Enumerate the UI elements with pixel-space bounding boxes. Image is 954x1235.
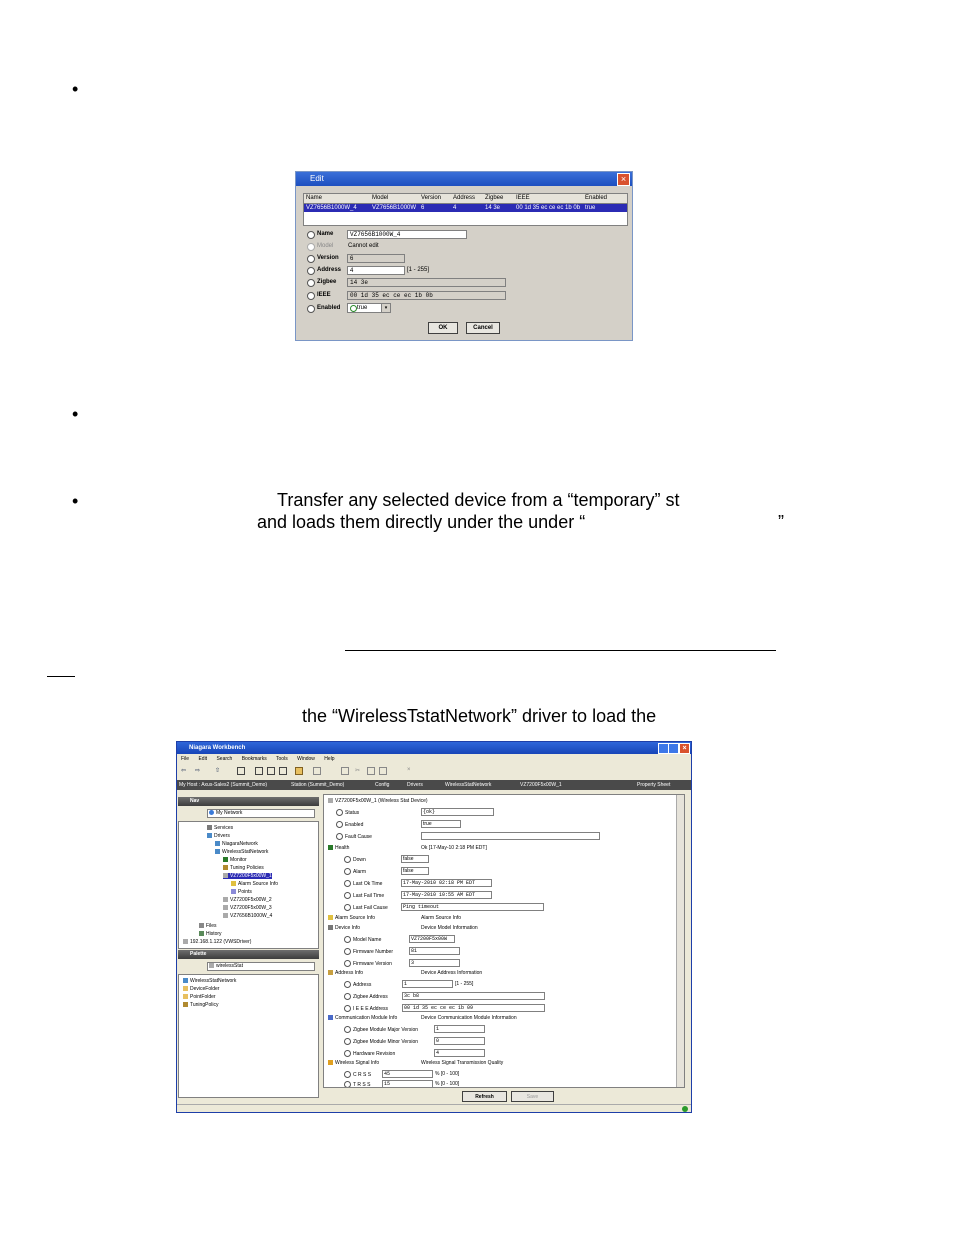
address-label: Address	[317, 267, 342, 273]
short-underline-rule	[47, 676, 75, 677]
network-icon	[215, 841, 220, 846]
module-icon	[328, 1015, 333, 1020]
slot-icon	[344, 1038, 351, 1045]
address-field[interactable]: 4	[347, 266, 405, 275]
fw-number-value: 81	[409, 947, 460, 955]
comm-desc: Device Communication Module Information	[421, 1015, 517, 1021]
col-enabled[interactable]: Enabled	[585, 195, 608, 201]
zigbee-major-value: 1	[434, 1025, 485, 1033]
para3-line2-close-quote: ”	[778, 512, 784, 532]
fw-version-value: 3	[409, 959, 460, 967]
palette-title: Palette	[190, 951, 207, 957]
bell-icon	[328, 915, 333, 920]
palette-item-pointfolder[interactable]: PointFolder	[183, 994, 216, 1000]
zigbee-field[interactable]: 14 3e	[347, 278, 506, 287]
palette-item-network[interactable]: WirelessStatNetwork	[183, 978, 236, 984]
nav-select-value: My Network	[216, 810, 243, 816]
files-icon	[199, 923, 204, 928]
view-selector[interactable]: Property Sheet	[637, 782, 671, 788]
delete-icon[interactable]: ×	[407, 767, 411, 773]
prop-alarm-source: Alarm Source Info	[328, 915, 375, 921]
enabled-select[interactable]: true	[421, 820, 461, 828]
close-button[interactable]: ×	[617, 173, 630, 186]
slot-icon	[344, 936, 351, 943]
prop-health: Health	[328, 845, 349, 851]
address-radio[interactable]	[307, 267, 315, 275]
prop-ieee: I E E E Address	[344, 1005, 388, 1012]
network-icon	[215, 849, 220, 854]
prop-down: Down	[344, 856, 366, 863]
paste-icon[interactable]	[379, 767, 387, 775]
workbench-titlebar	[177, 742, 691, 754]
menu-help[interactable]: Help	[324, 756, 335, 762]
palette-select[interactable]: wirelessStat	[207, 962, 315, 971]
version-radio[interactable]	[307, 255, 315, 263]
ok-button[interactable]: OK	[428, 322, 458, 334]
tree-files[interactable]: Files	[199, 923, 217, 929]
last-ok-value: 17-May-2010 02:18 PM EDT	[401, 879, 492, 887]
prop-device-info: Device Info	[328, 925, 360, 931]
slot-icon	[344, 904, 351, 911]
status-value[interactable]: {ok}	[421, 808, 494, 816]
slot-icon	[336, 821, 343, 828]
cell-name: VZ7656B1000W_4	[306, 205, 357, 211]
save-all-icon[interactable]	[341, 767, 349, 775]
down-value: false	[401, 855, 429, 863]
col-ieee[interactable]: IEEE	[516, 195, 530, 201]
tree-niagara-network[interactable]: NiagaraNetwork	[215, 841, 258, 847]
enabled-select[interactable]	[347, 303, 391, 313]
ieee-field[interactable]: 00 1d 35 ec ce ec 1b 0b	[347, 291, 506, 300]
tree-device-1[interactable]: VZ7200F5x00W_1	[223, 873, 272, 879]
tree-device-4[interactable]: VZ7656B1000W_4	[223, 913, 272, 919]
zigbee-radio[interactable]	[307, 279, 315, 287]
tree-monitor[interactable]: Monitor	[223, 857, 247, 863]
property-sheet	[323, 794, 685, 1088]
menu-edit[interactable]: Edit	[198, 756, 208, 762]
locator-bar	[177, 780, 691, 790]
enabled-radio[interactable]	[307, 305, 315, 313]
col-version[interactable]: Version	[421, 195, 442, 201]
slot-icon	[344, 1005, 351, 1012]
prop-hw-revision: Hardware Revision	[344, 1050, 395, 1057]
property-scrollbar[interactable]	[676, 795, 684, 1087]
para3-line1: Transfer any selected device from a “temporary” st	[277, 490, 680, 510]
nav-tree	[178, 821, 319, 949]
underline-rule	[345, 650, 776, 651]
save-icon[interactable]	[313, 767, 321, 775]
module-icon	[209, 963, 214, 968]
edit-dialog-titlebar	[296, 172, 632, 186]
sheet-title: VZ7200F5x00W_1 (Wireless Stat Device)	[328, 798, 428, 804]
address-range: [1 - 255]	[407, 267, 430, 273]
folder-icon	[183, 994, 188, 999]
prop-zigbee-minor: Zigbee Module Minor Version	[344, 1038, 418, 1045]
palette-list	[178, 974, 319, 1098]
prop-model-name: Model Name	[344, 936, 381, 943]
forward-icon[interactable]: ⇨	[195, 768, 201, 774]
tree-tuning[interactable]: Tuning Policies	[223, 865, 264, 871]
name-radio[interactable]	[307, 231, 315, 239]
model-label: Model	[317, 243, 334, 249]
nav-header	[178, 797, 319, 806]
prop-alarm: Alarm	[344, 868, 366, 875]
health-value: Ok [17-May-10 2:18 PM EDT]	[421, 845, 487, 851]
table-row[interactable]	[304, 204, 627, 212]
ieee-label: IEEE	[317, 292, 331, 298]
model-name-value: VZ7200F5x00W	[409, 935, 455, 943]
tree-drivers[interactable]: Drivers	[207, 833, 230, 839]
model-value: Cannot edit	[348, 243, 379, 249]
save-button[interactable]: Save	[511, 1091, 554, 1102]
cancel-button[interactable]: Cancel	[466, 322, 500, 334]
trss-value: 15	[382, 1080, 433, 1088]
col-zigbee[interactable]: Zigbee	[485, 195, 504, 201]
refresh-button[interactable]: Refresh	[462, 1091, 507, 1102]
tree-services[interactable]: Services	[207, 825, 233, 831]
breadcrumb-config[interactable]: Config	[375, 782, 390, 788]
menu-search[interactable]: Search	[216, 756, 233, 762]
tree-device-3[interactable]: VZ7200F5x00W_3	[223, 905, 272, 911]
trss-range: % [0 - 100]	[435, 1081, 460, 1087]
prop-fw-number: Firmware Number	[344, 948, 393, 955]
device-icon	[328, 798, 333, 803]
find-icon[interactable]	[279, 767, 287, 775]
prop-address-info: Address Info	[328, 970, 363, 976]
table-header	[304, 194, 627, 204]
zigbee-value: 3c b8	[402, 992, 545, 1000]
slot-icon	[344, 993, 351, 1000]
address-icon	[328, 970, 333, 975]
nav-select[interactable]	[207, 809, 315, 818]
tree-host-ip[interactable]: 192.168.1.122 (VWSDriver)	[183, 939, 251, 945]
breadcrumb-network[interactable]: WirelessStatNetwork	[445, 782, 492, 788]
network-icon	[183, 978, 188, 983]
palette-header	[178, 950, 319, 959]
chevron-down-icon[interactable]: ▾	[381, 304, 390, 312]
col-name[interactable]: Name	[306, 195, 323, 201]
slot-icon	[344, 880, 351, 887]
col-address[interactable]: Address	[453, 195, 476, 201]
breadcrumb-station[interactable]: Station (Summit_Demo)	[291, 782, 345, 788]
info-icon	[328, 925, 333, 930]
prop-trss: T R S S	[344, 1081, 370, 1088]
breadcrumb-host[interactable]: My Host : Axus-Sales2 (Summit_Demo)	[179, 782, 268, 788]
slot-icon	[344, 981, 351, 988]
tree-history[interactable]: History	[199, 931, 222, 937]
version-field[interactable]: 6	[347, 254, 405, 263]
device-icon	[223, 905, 228, 910]
slot-icon	[344, 1071, 351, 1078]
side-bar-icon[interactable]	[237, 767, 245, 775]
folder-icon	[183, 986, 188, 991]
tree-alarm-source[interactable]: Alarm Source Info	[231, 881, 278, 887]
close-icon[interactable]: ×	[679, 743, 690, 754]
name-label: Name	[317, 231, 334, 237]
bullet-3: •	[72, 491, 79, 511]
slot-icon	[344, 948, 351, 955]
health-icon	[328, 845, 333, 850]
version-label: Version	[317, 255, 339, 261]
slot-icon	[336, 833, 343, 840]
menu-file[interactable]: File	[181, 756, 190, 762]
nav-title: Nav	[190, 798, 200, 804]
palette-item-devicefolder[interactable]: DeviceFolder	[183, 986, 219, 992]
enabled-value: true	[357, 305, 368, 311]
cell-ieee: 00 1d 35 ec ce ec 1b 0b	[516, 205, 581, 211]
zigbee-minor-value: 0	[434, 1037, 485, 1045]
history-icon	[199, 931, 204, 936]
prop-last-fail-cause: Last Fail Cause	[344, 904, 388, 911]
workbench-title: Niagara Workbench	[189, 745, 246, 751]
model-radio	[307, 243, 315, 251]
ieee-value: 00 1d 35 ec ce ec 1b 09	[402, 1004, 545, 1012]
signal-icon	[328, 1060, 333, 1065]
breadcrumb-drivers[interactable]: Drivers	[407, 782, 423, 788]
prop-status: Status	[336, 809, 359, 816]
host-icon	[183, 939, 188, 944]
maximize-icon[interactable]	[668, 743, 679, 754]
refresh-icon[interactable]	[255, 767, 263, 775]
slot-icon	[344, 960, 351, 967]
slot-icon	[344, 1050, 351, 1057]
slot-icon	[336, 809, 343, 816]
alarm-value: false	[401, 867, 429, 875]
device-icon	[223, 873, 228, 878]
status-bar	[177, 1104, 691, 1113]
driver-icon	[207, 833, 212, 838]
address-value[interactable]: 1	[402, 980, 453, 988]
prop-fault-cause: Fault Cause	[336, 833, 372, 840]
cell-zigbee: 14 3e	[485, 205, 501, 211]
monitor-icon	[223, 857, 228, 862]
crss-range: % [0 - 100]	[435, 1071, 460, 1077]
cut-icon[interactable]: ✂	[355, 768, 361, 774]
niagara-workbench-window	[176, 741, 692, 1113]
edit-dialog	[295, 171, 633, 341]
slot-icon	[344, 1026, 351, 1033]
prop-last-ok: Last Ok Time	[344, 880, 382, 887]
slot-icon	[344, 1081, 351, 1088]
slot-icon	[344, 856, 351, 863]
true-icon	[350, 305, 357, 312]
menu-bookmarks[interactable]: Bookmarks	[241, 756, 267, 762]
zigbee-label: Zigbee	[317, 279, 337, 285]
address-range: [1 - 255]	[455, 981, 474, 987]
bullet-2: •	[72, 404, 79, 424]
home-icon[interactable]	[267, 767, 275, 775]
hw-revision-value: 4	[434, 1049, 485, 1057]
last-fail-cause-value: Ping timeout	[401, 903, 544, 911]
enabled-label: Enabled	[317, 305, 341, 311]
prop-wireless-signal: Wireless Signal Info	[328, 1060, 379, 1066]
slot-icon	[344, 868, 351, 875]
para4: the “WirelessTstatNetwork” driver to load the	[302, 706, 657, 726]
points-icon	[231, 889, 236, 894]
folder-icon[interactable]	[295, 767, 303, 775]
menu-bar	[181, 756, 335, 762]
device-icon	[223, 897, 228, 902]
prop-fw-version: Firmware Version	[344, 960, 392, 967]
device-info-desc: Device Model Information	[421, 925, 478, 931]
cell-model: VZ7656B1000W	[372, 205, 417, 211]
palette-item-tuningpolicy[interactable]: TuningPolicy	[183, 1002, 218, 1008]
prop-last-fail: Last Fail Time	[344, 892, 384, 899]
slot-icon	[344, 892, 351, 899]
bullet-1: •	[72, 79, 79, 99]
device-table	[303, 193, 628, 226]
last-fail-value: 17-May-2010 10:55 AM EDT	[401, 891, 492, 899]
back-icon[interactable]: ⇦	[181, 768, 187, 774]
para3-line2: and loads them directly under the under “	[257, 512, 586, 532]
menu-window[interactable]: Window	[297, 756, 315, 762]
copy-icon[interactable]	[367, 767, 375, 775]
device-icon	[223, 913, 228, 918]
signal-desc: Wireless Signal Transmission Quality	[421, 1060, 504, 1066]
menu-tools[interactable]: Tools	[276, 756, 288, 762]
tree-points[interactable]: Points	[231, 889, 252, 895]
prop-zigbee: Zigbee Address	[344, 993, 388, 1000]
fault-cause-field[interactable]	[421, 832, 600, 840]
col-model[interactable]: Model	[372, 195, 389, 201]
breadcrumb-device[interactable]: VZ7200F5x00W_1	[520, 782, 562, 788]
toolbar	[179, 765, 689, 776]
tuning-icon	[183, 1002, 188, 1007]
globe-icon	[209, 810, 214, 815]
connection-status-icon	[682, 1106, 688, 1112]
prop-enabled: Enabled	[336, 821, 363, 828]
tuning-icon	[223, 865, 228, 870]
prop-crss: C R S S	[344, 1071, 371, 1078]
prop-address: Address	[344, 981, 371, 988]
tree-device-2[interactable]: VZ7200F5x00W_2	[223, 897, 272, 903]
tree-wireless-network[interactable]: WirelessStatNetwork	[215, 849, 268, 855]
ieee-radio[interactable]	[307, 292, 315, 300]
cell-address: 4	[453, 205, 457, 211]
name-field[interactable]: VZ7656B1000W_4	[347, 230, 467, 239]
up-icon[interactable]: ⇧	[215, 768, 221, 774]
prop-comm-module: Communication Module Info	[328, 1015, 397, 1021]
cell-enabled: true	[585, 205, 596, 211]
gear-icon	[207, 825, 212, 830]
prop-zigbee-major: Zigbee Module Major Version	[344, 1026, 418, 1033]
crss-value: 45	[382, 1070, 433, 1078]
address-info-desc: Device Address Information	[421, 970, 483, 976]
edit-dialog-title: Edit	[310, 174, 324, 183]
bell-icon	[231, 881, 236, 886]
cell-version: 6	[421, 205, 425, 211]
alarm-source-desc: Alarm Source Info	[421, 915, 462, 921]
